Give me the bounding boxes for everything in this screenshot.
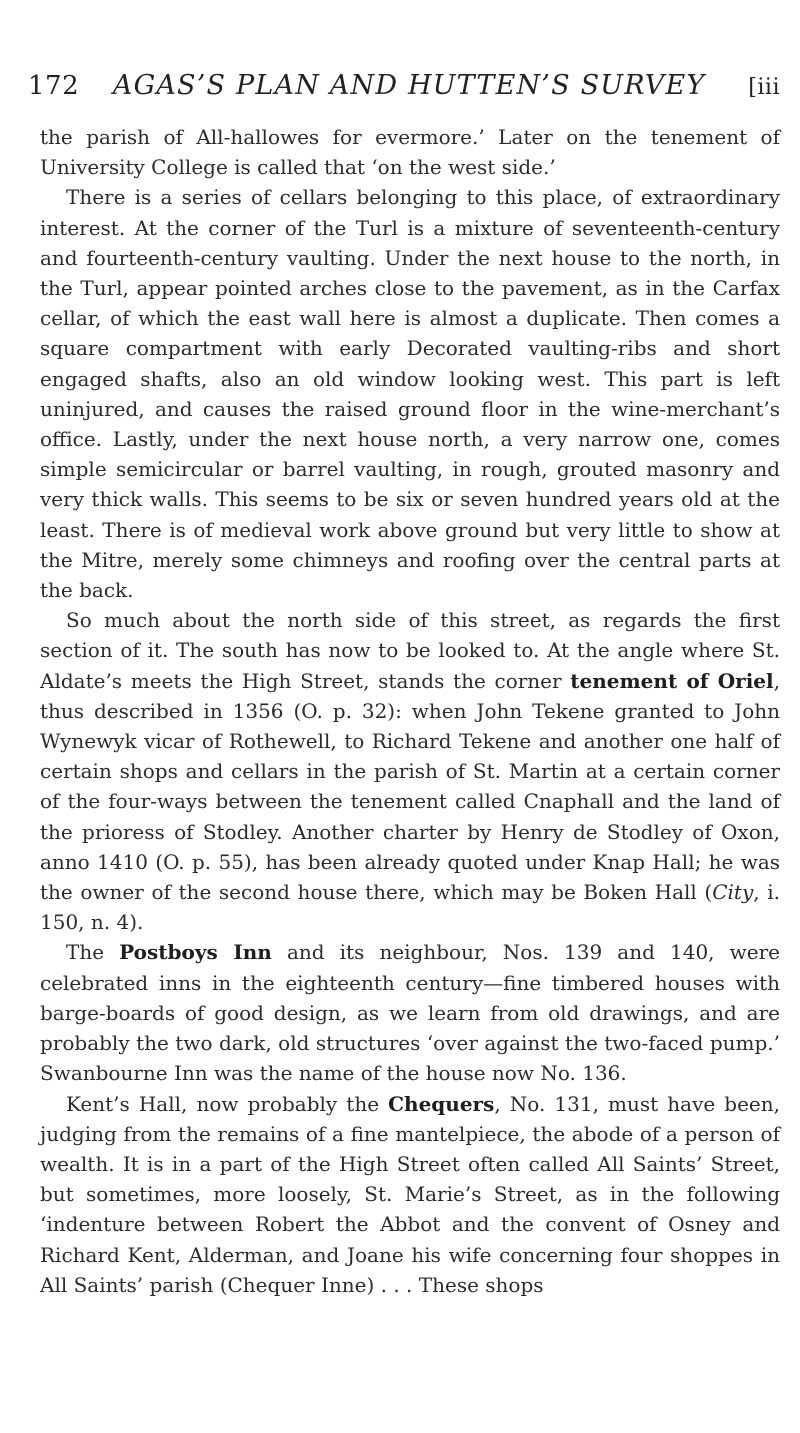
- paragraph-text: The: [66, 940, 120, 965]
- paragraph-postboys-inn: [40, 937, 780, 1088]
- body-text: [40, 122, 780, 1300]
- paragraph-text: , No. 131, must have been, judging from the remains of a fine mantelpiece, the abode of a person of wealth. It is in a part of the High Street often called All Saints’ Street, but sometimes, more loosely, St. Marie’s Street, as in the following ‘indenture between Robert the Abbot and the convent of Osney and Richard Kent, Alderman, and Joane his wife concerning four shoppes in All Saints’ parish (Chequer Inne) . . . These shops: [40, 1091, 780, 1297]
- paragraph-text: Kent’s Hall, now probably the: [66, 1091, 389, 1116]
- paragraph-south-side: [40, 605, 780, 937]
- paragraph-continuation: the parish of All-hallowes for evermore.’ Later on the tenement of University College is called that ‘on the west side.’: [40, 125, 780, 180]
- page-number: 172: [28, 71, 80, 101]
- paragraph-text: So much about the north side of this street, as regards the first section of it. The south has now to be looked to. At the angle where St. Aldate’s meets the High Street, stands the corner: [40, 608, 780, 693]
- paragraph-text: , i. 150, n. 4).: [40, 880, 781, 935]
- bold-term-postboys-inn: Postboys Inn: [119, 940, 272, 965]
- running-head: [28, 70, 780, 110]
- bold-term-tenement-of-oriel: tenement of Oriel: [570, 668, 774, 693]
- paragraph-text: and its neighbour, Nos. 139 and 140, were celebrated inns in the eighteenth century—fine timbered houses with barge-boards of good design, as we learn from old drawings, and are probably the two dark, old structures ‘over against the two-faced pump.’ Swanbourne Inn was the name of the house now No. 136.: [40, 940, 780, 1086]
- section-mark: [iii: [748, 75, 780, 100]
- running-title: AGAS’S PLAN AND HUTTEN’S SURVEY: [112, 70, 706, 101]
- paragraph-cellars: There is a series of cellars belonging to this place, of extraordinary interest. At the corner of the Turl is a mixture of seventeenth-century and fourteenth-century vaulting. Under the next house to the north, in the Turl, appear pointed arches close to the pavement, as in the Carfax cellar, of which the east wall here is almost a duplicate. Then comes a square compartment with early Decorated vaulting-ribs and short engaged shafts, also an old window looking west. This part is left uninjured, and causes the raised ground floor in the wine-merchant’s office. Lastly, under the next house north, a very narrow one, comes simple semicircular or barrel vaulting, in rough, grouted masonry and very thick walls. This seems to be six or seven hundred years old at the least. There is of medieval work above ground but very little to show at the Mitre, merely some chimneys and roofing over the central parts at the back.: [40, 185, 780, 603]
- paragraph-kents-hall: [40, 1089, 780, 1300]
- italic-reference-city: City: [712, 880, 754, 905]
- bold-term-chequers: Chequers: [388, 1091, 495, 1116]
- paragraph-text: , thus described in 1356 (O. p. 32): when John Tekene granted to John Wynewyk vicar of Rothewell, to Richard Tekene and another one half of certain shops and cellars in the parish of St. Martin at a certain corner of the four-ways between the tenement called Cnaphall and the land of the prioress of Stodley. Another charter by Henry de Stodley of Oxon, anno 1410 (O. p. 55), has been already quoted under Knap Hall; he was the owner of the second house there, which may be Boken Hall (: [40, 668, 780, 905]
